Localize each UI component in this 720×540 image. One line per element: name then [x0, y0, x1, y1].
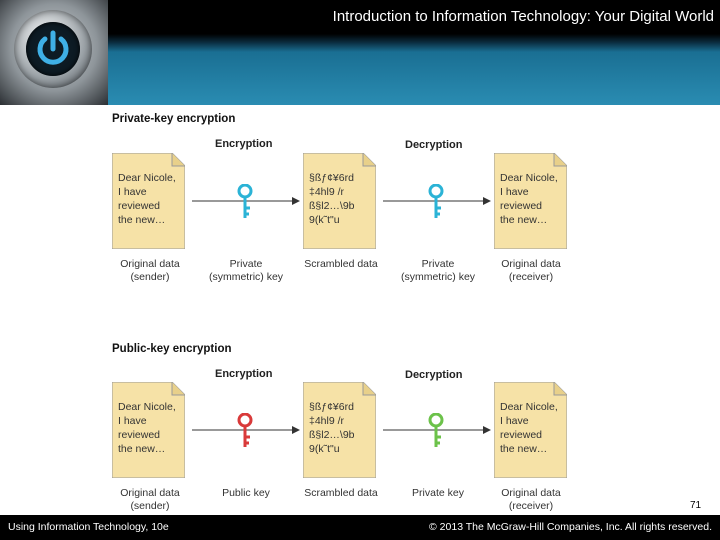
public-key-icon [236, 413, 254, 449]
private-decryption-label: Decryption [405, 139, 463, 151]
footer-book-title: Using Information Technology, 10e [8, 521, 169, 533]
caption-public-key: Public key [222, 487, 270, 499]
private-original-doc [112, 153, 185, 249]
caption-private-key-1: Private (symmetric) key [208, 258, 284, 283]
public-section-title: Public-key encryption [112, 343, 232, 355]
doc-text: Dear Nicole, I have reviewed the new… [118, 172, 176, 226]
public-received-doc [494, 382, 567, 478]
doc-text: Dear Nicole, I have reviewed the new… [118, 401, 176, 455]
doc-text: Dear Nicole, I have reviewed the new… [500, 401, 558, 455]
caption-original-sender: Original data (sender) [120, 258, 180, 283]
caption-original-receiver: Original data (receiver) [501, 487, 561, 512]
power-button-icon [26, 22, 80, 76]
private-key-icon-1 [236, 184, 254, 220]
caption-private-key: Private key [412, 487, 464, 499]
doc-text: §ßƒ¢¥6rd ‡4hl9 /r ß§l2…\9b 9(k˜t"u [309, 172, 355, 226]
footer-copyright: © 2013 The McGraw-Hill Companies, Inc. All rights reserved. [429, 521, 712, 533]
page-number: 71 [690, 500, 702, 511]
private-received-doc [494, 153, 567, 249]
page-title: Introduction to Information Technology: Your Digital World [332, 8, 714, 25]
public-decryption-label: Decryption [405, 369, 463, 381]
public-scrambled-doc [303, 382, 376, 478]
private-encryption-label: Encryption [215, 138, 273, 150]
logo [0, 0, 108, 105]
caption-original-sender: Original data (sender) [120, 487, 180, 512]
private-scrambled-doc [303, 153, 376, 249]
caption-original-receiver: Original data (receiver) [501, 258, 561, 283]
caption-scrambled: Scrambled data [304, 258, 378, 270]
private-section-title: Private-key encryption [112, 113, 236, 125]
public-original-doc [112, 382, 185, 478]
caption-scrambled: Scrambled data [304, 487, 378, 499]
private-key-icon-2 [427, 184, 445, 220]
caption-private-key-2: Private (symmetric) key [400, 258, 476, 283]
private-key-icon [427, 413, 445, 449]
doc-text: Dear Nicole, I have reviewed the new… [500, 172, 558, 226]
doc-text: §ßƒ¢¥6rd ‡4hl9 /r ß§l2…\9b 9(k˜t"u [309, 401, 355, 455]
public-encryption-label: Encryption [215, 368, 273, 380]
